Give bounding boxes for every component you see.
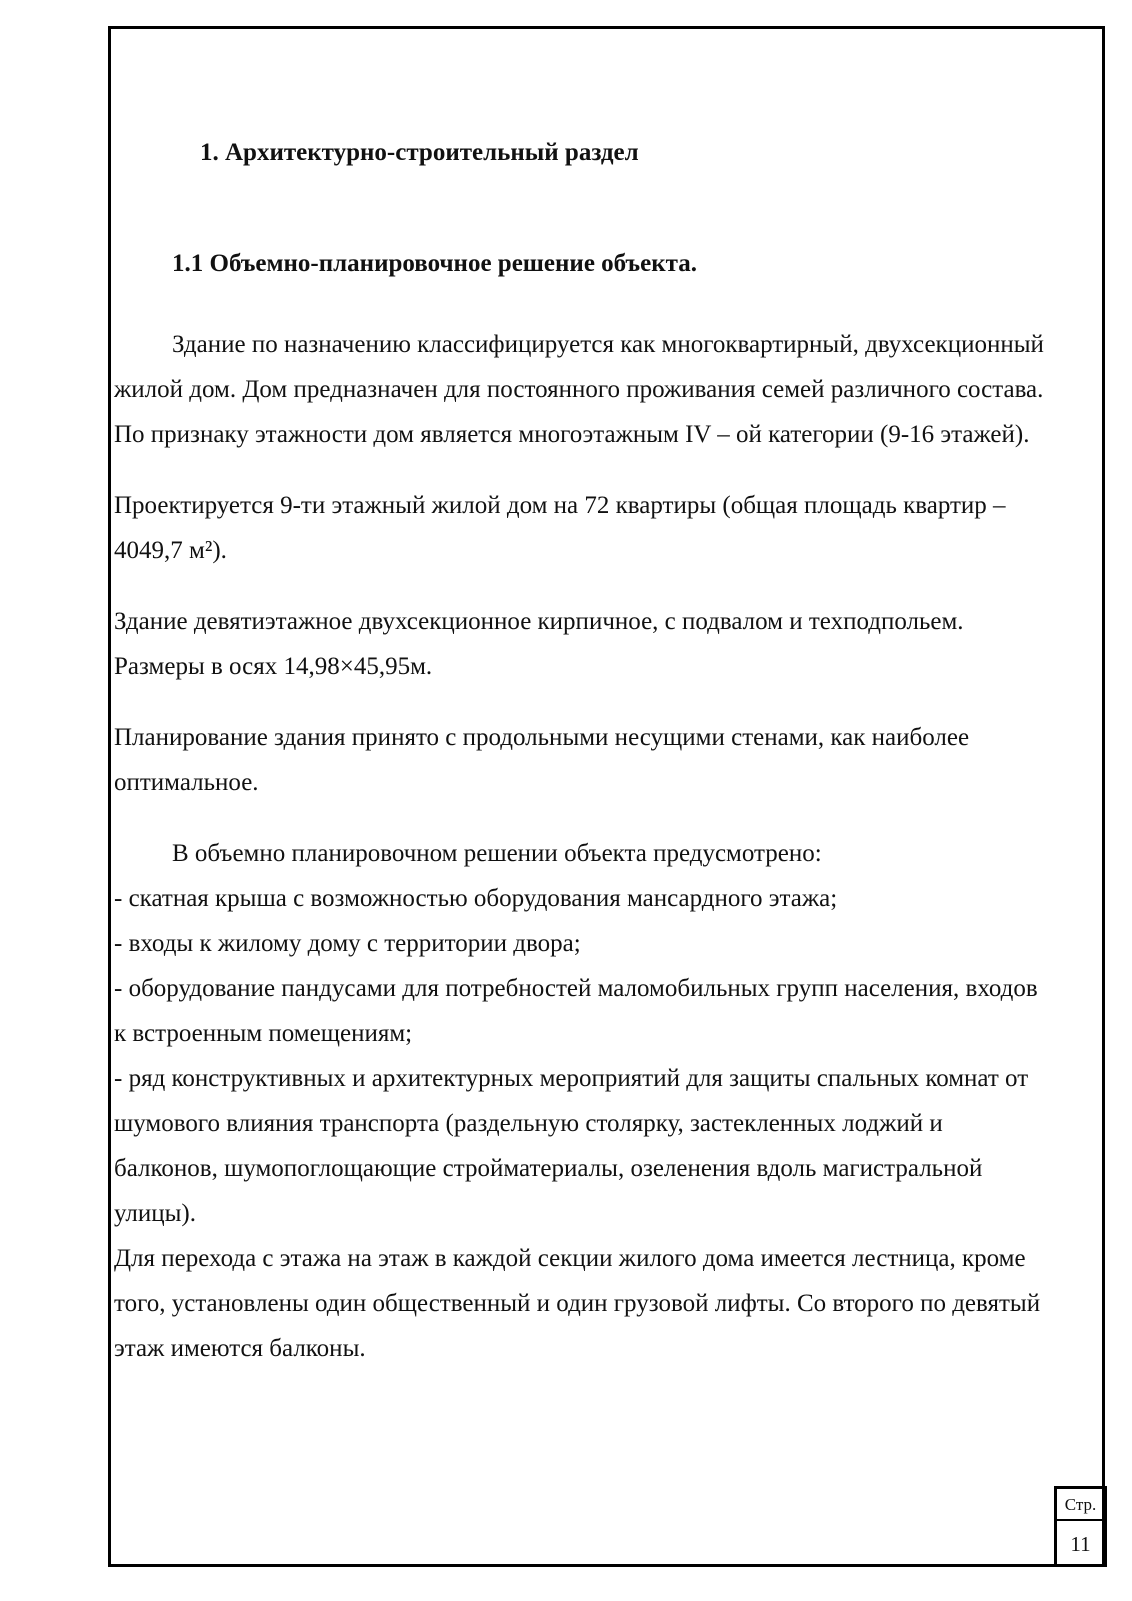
subsection-heading: 1.1 Объемно-планировочное решение объекта. xyxy=(172,250,697,277)
list-item-roof: - скатная крыша с возможностью оборудования мансардного этажа; xyxy=(114,885,838,912)
paragraph-planning: Планирование здания принято с продольными несущими стенами, как наиболее оптимальное. xyxy=(114,724,970,796)
paragraph-classification: Здание по назначению классифицируется как многоквартирный, двухсекционный жилой дом. Дом предназначен для постоянного проживания семей различного состава. По признаку этажности дом является многоэтажным IV – ой категории (9-16 этажей). xyxy=(114,331,1044,448)
page-number: 11 xyxy=(1070,1532,1091,1556)
paragraph-stairs-lifts: Для перехода с этажа на этаж в каждой секции жилого дома имеется лестница, кроме того, установлены один общественный и один грузовой лифты. Со второго по девятый этаж имеются балконы. xyxy=(114,1245,1041,1362)
document-body xyxy=(114,130,1044,1371)
paragraph-building-dimensions: Здание девятиэтажное двухсекционное кирпичное, с подвалом и техподпольем. Размеры в осях 14,98×45,95м. xyxy=(114,608,964,680)
section-heading: 1. Архитектурно-строительный раздел xyxy=(200,139,639,166)
list-item-ramps: - оборудование пандусами для потребностей маломобильных групп населения, входов к встроенным помещениям; xyxy=(114,975,1038,1047)
page-number-stamp xyxy=(1054,1486,1107,1567)
paragraph-list-intro: В объемно планировочном решении объекта предусмотрено: xyxy=(172,840,822,867)
page-label: Стр. xyxy=(1057,1489,1104,1521)
list-item-entrances: - входы к жилому дому с территории двора; xyxy=(114,930,581,957)
list-item-noise-protection: - ряд конструктивных и архитектурных мероприятий для защиты спальных комнат от шумового влияния транспорта (раздельную столярку, застекленных лоджий и балконов, шумопоглощающие стройматериалы, озеленения вдоль магистральной улицы). xyxy=(114,1065,1029,1227)
paragraph-apartments: Проектируется 9-ти этажный жилой дом на 72 квартиры (общая площадь квартир – 4049,7 м²). xyxy=(114,492,1006,564)
